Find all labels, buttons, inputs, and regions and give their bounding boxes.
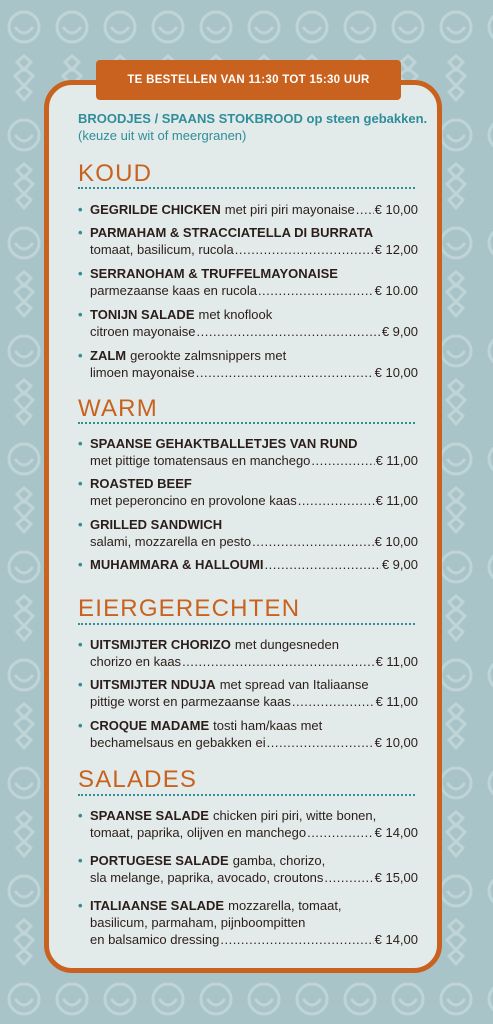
item-price: € 14,00: [374, 825, 418, 840]
item-name: ZALM: [90, 348, 127, 363]
bullet-icon: •: [78, 517, 83, 532]
intro-line-2: (keuze uit wit of meergranen): [78, 128, 247, 143]
bullet-icon: •: [78, 307, 83, 322]
bullet-icon: •: [78, 436, 83, 451]
item-description: met spread van Italiaanse: [219, 677, 369, 692]
section-title-eiergerechten: EIERGERECHTEN: [78, 595, 301, 622]
item-name: ROASTED BEEF: [90, 476, 192, 491]
menu-item: [78, 807, 418, 841]
item-price: € 9,00: [381, 324, 418, 339]
section-title-koud: KOUD: [78, 160, 153, 187]
item-description: met knoflook: [198, 307, 273, 322]
item-price: € 11,00: [375, 654, 418, 669]
leader-dots: [307, 824, 374, 841]
section-divider: [78, 422, 415, 424]
menu-item: [78, 676, 418, 710]
item-description: basilicum, parmaham, pijnboompitten: [90, 915, 306, 930]
section-title-warm: WARM: [78, 395, 158, 422]
bullet-icon: •: [78, 808, 83, 823]
menu-item: [78, 224, 418, 258]
menu-item: [78, 717, 418, 751]
leader-dots: [265, 556, 381, 573]
item-description: gerookte zalmsnippers met: [130, 348, 287, 363]
item-name: SPAANSE GEHAKTBALLETJES VAN RUND: [90, 436, 358, 451]
item-price: € 12,00: [374, 242, 418, 257]
menu-item: [78, 435, 418, 469]
item-price: € 11,00: [375, 453, 418, 468]
menu-item: [78, 475, 418, 509]
bullet-icon: •: [78, 677, 83, 692]
item-price: € 11,00: [375, 694, 418, 709]
item-name: TONIJN SALADE: [90, 307, 195, 322]
item-price: € 10,00: [374, 365, 418, 380]
bullet-icon: •: [78, 266, 83, 281]
item-price: € 10,00: [374, 202, 418, 217]
item-price: € 11,00: [375, 493, 418, 508]
item-description: salami, mozzarella en pesto: [90, 534, 252, 549]
item-description: tomaat, paprika, olijven en manchego: [90, 825, 307, 840]
item-name: SERRANOHAM & TRUFFELMAYONAISE: [90, 266, 338, 281]
leader-dots: [235, 241, 374, 258]
item-description: met dungesneden: [234, 637, 339, 652]
item-price: € 15,00: [374, 870, 418, 885]
bullet-icon: •: [78, 557, 83, 572]
item-description: limoen mayonaise: [90, 365, 195, 380]
item-description: bechamelsaus en gebakken ei: [90, 735, 266, 750]
item-description: pittige worst en parmezaanse kaas: [90, 694, 291, 709]
item-name: GEGRILDE CHICKEN: [90, 202, 221, 217]
leader-dots: [196, 364, 374, 381]
section-divider: [78, 187, 415, 189]
leader-dots: [298, 492, 375, 509]
menu-item: [78, 265, 418, 299]
opening-hours-banner: TE BESTELLEN VAN 11:30 TOT 15:30 UUR: [96, 60, 401, 100]
menu-item: [78, 636, 418, 670]
section-divider: [78, 794, 415, 796]
menu-item: [78, 201, 418, 218]
menu-item: [78, 347, 418, 381]
item-description: gamba, chorizo,: [232, 853, 326, 868]
item-description: met pittige tomatensaus en manchego: [90, 453, 311, 468]
item-name: UITSMIJTER NDUJA: [90, 677, 216, 692]
leader-dots: [267, 734, 374, 751]
item-description: en balsamico dressing: [90, 932, 220, 947]
leader-dots: [311, 452, 374, 469]
item-name: UITSMIJTER CHORIZO: [90, 637, 231, 652]
item-name: PARMAHAM & STRACCIATELLA DI BURRATA: [90, 225, 374, 240]
item-price: € 10.00: [374, 283, 418, 298]
bullet-icon: •: [78, 225, 83, 240]
section-title-salades: SALADES: [78, 766, 198, 793]
item-name: PORTUGESE SALADE: [90, 853, 229, 868]
section-divider: [78, 623, 415, 625]
bullet-icon: •: [78, 718, 83, 733]
menu-item: [78, 852, 418, 886]
item-name: ITALIAANSE SALADE: [90, 898, 225, 913]
item-description: met peperoncino en provolone kaas: [90, 493, 297, 508]
bullet-icon: •: [78, 853, 83, 868]
bullet-icon: •: [78, 898, 83, 913]
item-description: parmezaanse kaas en rucola: [90, 283, 257, 298]
item-description: citroen mayonaise: [90, 324, 196, 339]
item-name: CROQUE MADAME: [90, 718, 210, 733]
item-price: € 14,00: [374, 932, 418, 947]
item-description: chicken piri piri, witte bonen,: [212, 808, 377, 823]
item-description: mozzarella, tomaat,: [228, 898, 342, 913]
item-description: met piri piri mayonaise: [224, 202, 355, 217]
bullet-icon: •: [78, 637, 83, 652]
leader-dots: [197, 323, 381, 340]
leader-dots: [220, 931, 373, 948]
leader-dots: [258, 282, 374, 299]
item-description: chorizo en kaas: [90, 654, 182, 669]
item-description: tosti ham/kaas met: [213, 718, 323, 733]
bullet-icon: •: [78, 348, 83, 363]
item-description: sla melange, paprika, avocado, croutons: [90, 870, 324, 885]
item-name: MUHAMMARA & HALLOUMI: [90, 557, 264, 572]
leader-dots: [252, 533, 373, 550]
bullet-icon: •: [78, 202, 83, 217]
item-price: € 10,00: [374, 534, 418, 549]
leader-dots: [292, 693, 375, 710]
item-name: SPAANSE SALADE: [90, 808, 209, 823]
item-price: € 9,00: [381, 557, 418, 572]
bullet-icon: •: [78, 476, 83, 491]
item-name: GRILLED SANDWICH: [90, 517, 223, 532]
intro-text: [78, 110, 438, 144]
menu-item: [78, 516, 418, 550]
menu-item: [78, 556, 418, 573]
intro-line-1: BROODJES / SPAANS STOKBROOD op steen gebakken.: [78, 111, 428, 126]
menu-item: [78, 306, 418, 340]
item-description: tomaat, basilicum, rucola: [90, 242, 234, 257]
item-price: € 10,00: [374, 735, 418, 750]
menu-item: [78, 897, 418, 948]
leader-dots: [182, 653, 375, 670]
leader-dots: [356, 201, 374, 218]
leader-dots: [324, 869, 373, 886]
